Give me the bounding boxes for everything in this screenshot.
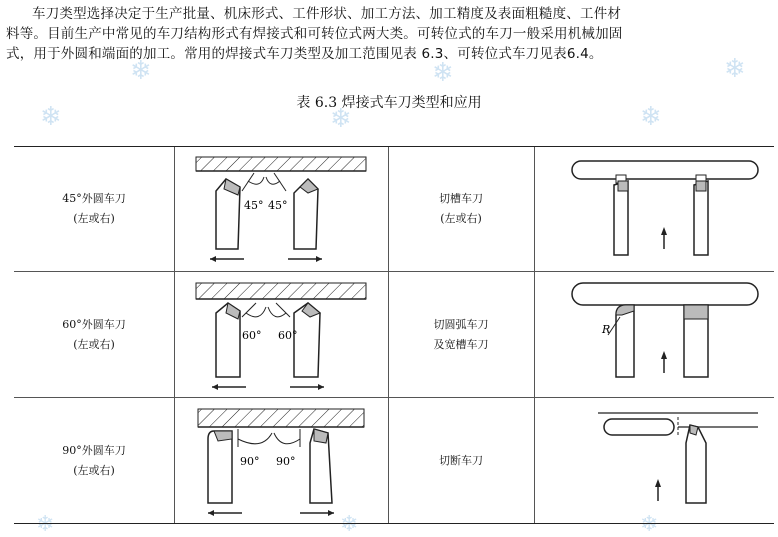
tool-name-cell: [388, 451, 534, 471]
tool-side-note: (左或右): [73, 464, 115, 477]
intro-line-3: 式，用于外圆和端面的加工。常用的焊接式车刀类型及加工范围见表 6.3、可转位式车刀见表6.4。: [6, 46, 603, 62]
column-divider: [174, 147, 175, 523]
tool-name: 切圆弧车刀: [433, 318, 489, 331]
angle-label: 45°: [244, 199, 264, 212]
feed-arrow-right-icon: [328, 510, 334, 516]
row-divider: [14, 397, 774, 398]
diagram-45-degree-turning-tool: [182, 151, 382, 269]
tool-side-note: (左或右): [440, 212, 482, 225]
snowflake-decoration-icon: ❄: [130, 56, 152, 86]
table-title: 表 6.3 焊接式车刀类型和应用: [296, 95, 482, 111]
snowflake-decoration-icon: ❄: [40, 102, 62, 132]
angle-label: 90°: [240, 455, 260, 468]
angle-label: 60°: [242, 329, 262, 342]
workpiece-bar: [604, 419, 674, 435]
radius-label: R: [602, 323, 611, 336]
diagram-90-degree-turning-tool: [182, 403, 382, 521]
workpiece-bar: [572, 161, 758, 179]
workpiece-hatched: [196, 283, 366, 299]
tool-name: 切断车刀: [439, 454, 483, 467]
feed-arrow-right-icon: [318, 384, 324, 390]
tool-name-cell: [14, 315, 174, 355]
intro-line-2: 料等。目前生产中常见的车刀结构形式有焊接式和可转位式两大类。可转位式的车刀一般采用机械加固: [6, 26, 623, 42]
tool-shank: [686, 425, 706, 503]
snowflake-decoration-icon: ❄: [724, 54, 746, 84]
workpiece-bar: [572, 283, 758, 305]
snowflake-decoration-icon: ❄: [640, 102, 662, 132]
tool-name-cell: [14, 441, 174, 481]
angle-label: 60°: [278, 329, 298, 342]
workpiece-hatched: [198, 409, 364, 427]
tool-name: 90°外圆车刀: [62, 444, 126, 457]
tool-side-note: (左或右): [73, 338, 115, 351]
tool-name-cell: [388, 189, 534, 229]
tool-side-note: (左或右): [73, 212, 115, 225]
column-divider: [534, 147, 535, 523]
feed-arrow-left-icon: [210, 256, 216, 262]
intro-paragraph: [6, 4, 770, 64]
tool-side-note: 及宽槽车刀: [433, 338, 489, 351]
snowflake-decoration-icon: ❄: [330, 104, 352, 134]
feed-arrow-up-icon: [655, 479, 661, 487]
tool-name: 60°外圆车刀: [62, 318, 126, 331]
tool-shank-right: [694, 181, 708, 255]
tool-name-cell: [388, 315, 534, 355]
tool-name: 45°外圆车刀: [62, 192, 126, 205]
snowflake-decoration-icon: ❄: [432, 58, 454, 88]
angle-label: 90°: [276, 455, 296, 468]
feed-arrow-up-icon: [661, 351, 667, 359]
tool-shank-left: [616, 305, 634, 377]
snowflake-decoration-icon: ❄: [640, 512, 659, 537]
diagram-radius-groove-tool: [538, 277, 770, 395]
tool-shank-left: [208, 431, 232, 503]
diagram-60-degree-turning-tool: [182, 277, 382, 395]
tool-name: 切槽车刀: [439, 192, 483, 205]
feed-arrow-left-icon: [208, 510, 214, 516]
snowflake-decoration-icon: ❄: [340, 512, 359, 537]
tool-shank-left: [614, 181, 628, 255]
diagram-grooving-tool: [538, 151, 770, 269]
feed-arrow-up-icon: [661, 227, 667, 235]
tool-name-cell: [14, 189, 174, 229]
row-divider: [14, 271, 774, 272]
angle-label: 45°: [268, 199, 288, 212]
tool-type-table: [14, 146, 774, 524]
workpiece-hatched: [196, 157, 366, 171]
feed-arrow-right-icon: [316, 256, 322, 262]
intro-line-1: 车刀类型选择决定于生产批量、机床形式、工件形状、加工方法、加工精度及表面粗糙度、工件材: [32, 6, 622, 22]
snowflake-decoration-icon: ❄: [36, 512, 55, 537]
diagram-parting-tool: [538, 403, 770, 521]
feed-arrow-left-icon: [212, 384, 218, 390]
